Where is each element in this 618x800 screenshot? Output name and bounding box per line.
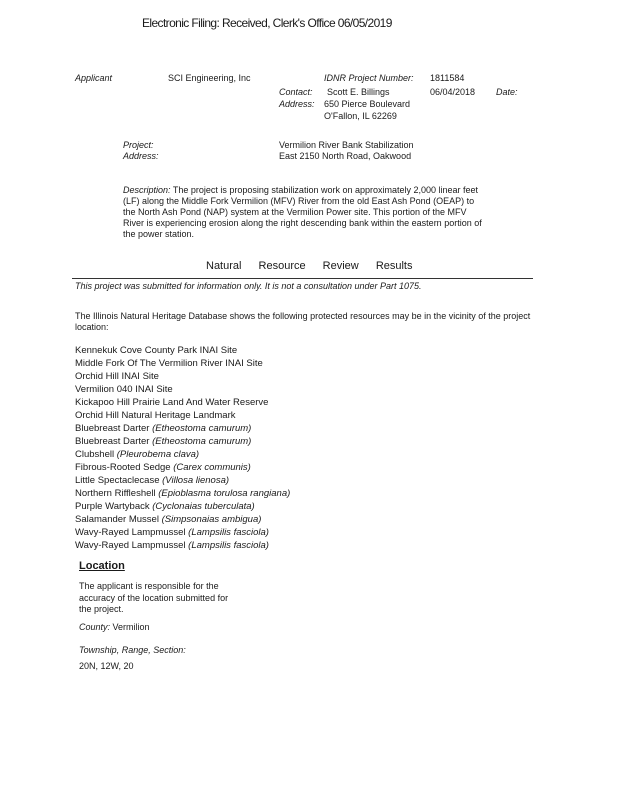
- description: [123, 185, 483, 240]
- consultation-notice: This project was submitted for information only. It is not a consultation under Part 1075.: [75, 281, 422, 291]
- resource-item: Salamander Mussel (Simpsonaias ambigua): [75, 514, 262, 525]
- resource-item: Vermilion 040 INAI Site: [75, 384, 173, 395]
- resource-item: Fibrous-Rooted Sedge (Carex communis): [75, 462, 251, 473]
- resource-item: Purple Wartyback (Cyclonaias tuberculata): [75, 501, 255, 512]
- resource-list: [75, 344, 290, 552]
- resource-item: Orchid Hill INAI Site: [75, 371, 159, 382]
- trs-value: 20N, 12W, 20: [79, 661, 134, 671]
- address-line2: O'Fallon, IL 62269: [324, 111, 397, 121]
- database-intro: The Illinois Natural Heritage Database shows the following protected resources may be in the vicinity of the project location:: [75, 311, 531, 332]
- trs-label: Township, Range, Section:: [79, 645, 186, 655]
- resource-item: Little Spectaclecase (Villosa lienosa): [75, 475, 230, 486]
- address-label: Address:: [279, 99, 315, 109]
- resource-item: Clubshell (Pleurobema clava): [75, 449, 200, 460]
- project-address-label: Address:: [123, 151, 159, 161]
- resource-item: Kennekuk Cove County Park INAI Site: [75, 345, 238, 356]
- section-divider: [72, 278, 533, 279]
- resource-item: Wavy-Rayed Lampmussel (Lampsilis fasciola): [75, 527, 269, 538]
- resource-item: Northern Riffleshell (Epioblasma torulosa rangiana): [75, 488, 291, 499]
- resource-item: Kickapoo Hill Prairie Land And Water Reserve: [75, 397, 269, 408]
- idnr-label: IDNR Project Number:: [324, 73, 414, 83]
- project-label: Project:: [123, 140, 154, 150]
- resource-item: Wavy-Rayed Lampmussel (Lampsilis fasciola): [75, 540, 269, 551]
- date-value: 06/04/2018: [430, 87, 476, 97]
- county-value: Vermilion: [112, 622, 150, 632]
- contact-label: Contact:: [279, 87, 313, 97]
- resource-item: Bluebreast Darter (Etheostoma camurum): [75, 423, 252, 434]
- contact-name: Scott E. Billings: [327, 87, 390, 97]
- location-heading: Location: [79, 560, 125, 572]
- review-title: [206, 260, 427, 272]
- description-text: The project is proposing stabilization work on approximately 2,000 linear feet (LF) along the Middle Fork Vermilion (MFV) River from the old East Ash Pond (OEAP) to the North Ash Pond (NAP) system at the Vermilion Power site. This portion of the MFV River is experiencing erosion along the right descending bank within the eastern portion of the power station.: [123, 185, 482, 239]
- resource-item: Bluebreast Darter (Etheostoma camurum): [75, 436, 252, 447]
- resource-item: Orchid Hill Natural Heritage Landmark: [75, 410, 236, 421]
- project-address: East 2150 North Road, Oakwood: [279, 151, 412, 161]
- resource-item: Middle Fork Of The Vermilion River INAI Site: [75, 358, 263, 369]
- review-title-word: Natural: [206, 260, 242, 272]
- date-label: Date:: [496, 87, 518, 97]
- description-label: Description:: [123, 185, 171, 195]
- location-note: The applicant is responsible for the accuracy of the location submitted for the project.: [79, 581, 229, 614]
- address-line1: 650 Pierce Boulevard: [324, 99, 411, 109]
- review-title-word: Resource: [258, 260, 306, 272]
- project-name: Vermilion River Bank Stabilization: [279, 140, 414, 150]
- county-row: [79, 622, 150, 632]
- county-label: County:: [79, 622, 111, 632]
- idnr-number: 1811584: [430, 73, 465, 83]
- review-title-word: Results: [375, 260, 413, 272]
- applicant-name: SCI Engineering, Inc: [168, 73, 251, 83]
- filing-stamp: Electronic Filing: Received, Clerk's Office 06/05/2019: [142, 16, 392, 30]
- applicant-label: Applicant: [75, 73, 113, 83]
- review-title-word: Review: [322, 260, 359, 272]
